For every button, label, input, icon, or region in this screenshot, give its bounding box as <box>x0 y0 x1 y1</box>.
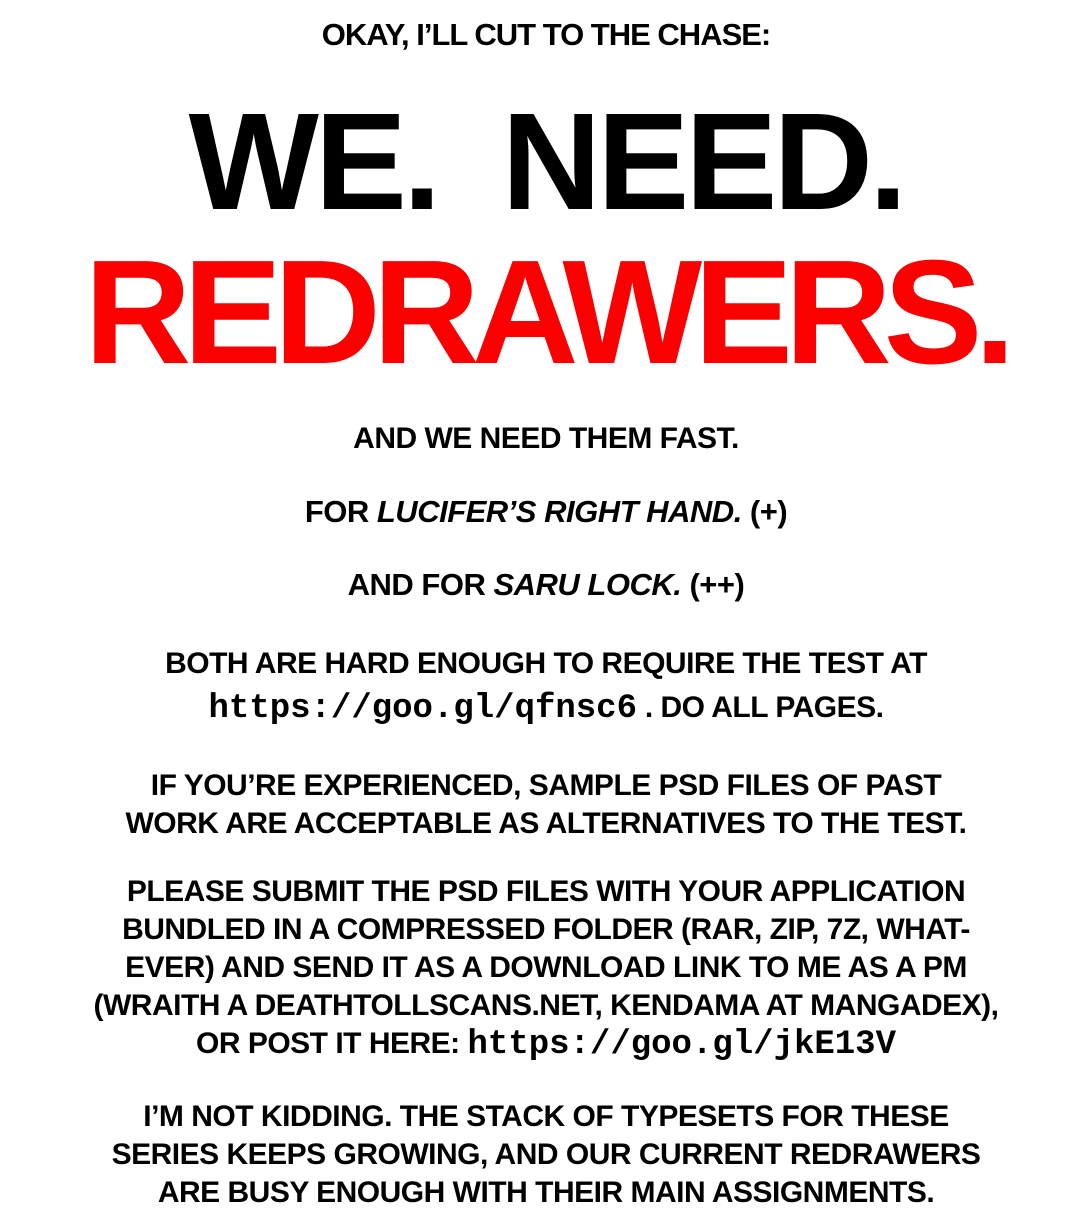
experienced-note-line2: WORK ARE ACCEPTABLE AS ALTERNATIVES TO THE TEST. <box>125 806 967 840</box>
closing-line2: SERIES KEEPS GROWING, AND OUR CURRENT REDRAWERS <box>111 1137 981 1171</box>
headline-we-need: WE. NEED. <box>188 85 904 240</box>
series-title-saru-lock: SARU LOCK. <box>493 567 682 603</box>
submission-url-prefix: OR POST IT HERE: <box>195 1026 468 1060</box>
urgency-line: AND WE NEED THEM FAST. <box>353 422 739 456</box>
series-prefix: FOR <box>304 494 377 530</box>
submission-instructions <box>0 873 1092 1064</box>
test-url-suffix: . DO ALL PAGES. <box>637 690 884 724</box>
intro-line: OKAY, I’LL CUT TO THE CHASE: <box>321 17 771 52</box>
submission-line5 <box>0 1025 1092 1064</box>
series-title-lucifers-right-hand: LUCIFER’S RIGHT HAND. <box>376 494 742 530</box>
submission-line3: EVER) AND SEND IT AS A DOWNLOAD LINK TO ME AS A PM <box>125 950 967 984</box>
series-marker-plus: (+) <box>741 494 788 530</box>
series-marker-plus-plus: (++) <box>681 567 745 603</box>
closing-line3: ARE BUSY ENOUGH WITH THEIR MAIN ASSIGNMENTS. <box>157 1175 935 1209</box>
series-line-lucifers-right-hand <box>0 493 1092 530</box>
test-url: https://goo.gl/qfnsc6 <box>208 689 637 728</box>
test-instructions-line2 <box>0 686 1092 731</box>
experienced-note-line1: IF YOU’RE EXPERIENCED, SAMPLE PSD FILES OF PAST <box>150 768 942 802</box>
series-line-saru-lock <box>0 566 1092 603</box>
closing-line1: I’M NOT KIDDING. THE STACK OF TYPESETS FOR THESE <box>143 1099 949 1133</box>
test-instructions-line1: BOTH ARE HARD ENOUGH TO REQUIRE THE TEST AT <box>165 646 927 680</box>
test-instructions <box>0 642 1092 731</box>
headline-redrawers: REDRAWERS. <box>84 230 1008 396</box>
submission-line4: (WRAITH A DEATHTOLLSCANS.NET, KENDAMA AT MANGADEX), <box>93 988 999 1022</box>
closing-statement <box>0 1098 1092 1212</box>
submission-line2: BUNDLED IN A COMPRESSED FOLDER (RAR, ZIP, 7Z, WHAT- <box>122 912 970 946</box>
submission-line1: PLEASE SUBMIT THE PSD FILES WITH YOUR APPLICATION <box>126 874 966 908</box>
submission-url: https://goo.gl/jkE13V <box>467 1025 896 1064</box>
series-prefix: AND FOR <box>347 567 494 603</box>
experienced-note <box>0 767 1092 843</box>
